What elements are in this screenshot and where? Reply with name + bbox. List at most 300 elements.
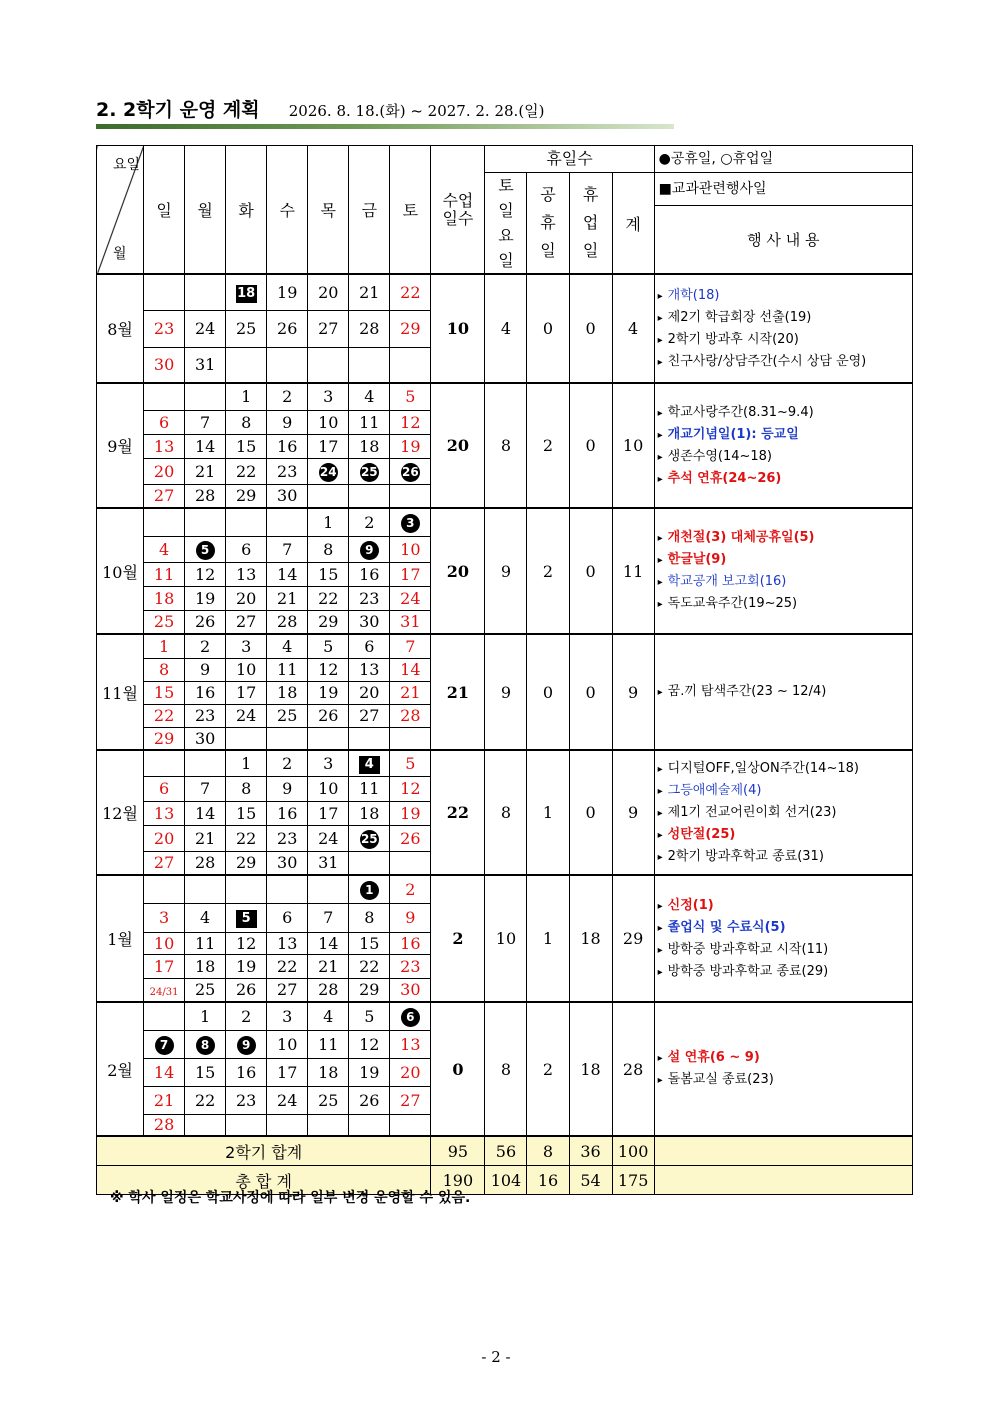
day-number: 11 [194, 933, 216, 953]
day-cell-mon [185, 658, 226, 681]
day-number: 30 [194, 728, 216, 748]
public-holiday-header: 공 휴 일 [527, 173, 569, 275]
day-cell-sat [390, 347, 431, 383]
event-item: ▸ 독도교육주간(19~25) [658, 593, 912, 615]
day-cell-fri [349, 536, 390, 562]
day-number: 25 [194, 980, 216, 1000]
day-cell-tue [226, 1086, 267, 1114]
day-cell-mon [185, 536, 226, 562]
day-number: 11 [277, 660, 298, 679]
public-holiday-mark: 24 [319, 463, 338, 482]
day-number: 18 [277, 683, 298, 702]
day-number: 13 [277, 933, 298, 953]
day-cell-sun [144, 825, 185, 851]
day-cell-wed [267, 801, 308, 825]
day-cell-sun [144, 851, 185, 875]
weekend-count: 8 [485, 383, 527, 508]
day-cell-wed [267, 1002, 308, 1030]
event-item: ▸ 학교공개 보고회(16) [658, 571, 912, 593]
day-cell-thu [308, 274, 349, 310]
day-cell-wed [267, 851, 308, 875]
day-cell-fri [349, 851, 390, 875]
day-number: 19 [277, 282, 298, 302]
day-cell-fri [349, 1114, 390, 1136]
day-cell-sun [144, 634, 185, 658]
public-holiday-mark: 3 [401, 514, 420, 533]
day-cell-mon [185, 1058, 226, 1086]
day-number: 4 [323, 1006, 334, 1026]
week-row [97, 634, 913, 658]
day-cell-wed [267, 562, 308, 586]
day-cell-sat [390, 1030, 431, 1058]
month-label: 11월 [97, 634, 144, 750]
day-cell-thu [308, 610, 349, 634]
day-cell-mon [185, 274, 226, 310]
day-cell-tue [226, 310, 267, 347]
day-cell-tue [226, 851, 267, 875]
day-number: 14 [400, 660, 421, 679]
day-number: 22 [194, 1090, 216, 1110]
day-cell-mon [185, 310, 226, 347]
day-cell-sat [390, 727, 431, 750]
day-number: 12 [400, 779, 421, 798]
day-number: 27 [359, 706, 380, 725]
day-cell-fri [349, 434, 390, 458]
day-cell-tue [226, 658, 267, 681]
day-cell-tue [226, 727, 267, 750]
day-number: 16 [194, 683, 216, 702]
closed-day-count: 0 [569, 383, 612, 508]
day-number: 28 [194, 853, 216, 873]
day-cell-fri [349, 825, 390, 851]
day-cell-sun [144, 310, 185, 347]
day-header-tue: 화 [226, 146, 267, 275]
title-rule [96, 124, 674, 129]
public-holiday-count: 0 [527, 274, 569, 383]
day-cell-sat [390, 658, 431, 681]
day-number: 6 [364, 636, 375, 656]
day-cell-sun [144, 458, 185, 484]
day-number: 3 [158, 908, 170, 927]
public-holiday-mark: 25 [360, 830, 379, 849]
event-item: ▸ 신정(1) [658, 895, 912, 917]
closed-day-count: 18 [569, 1002, 612, 1136]
day-cell-sat [390, 274, 431, 310]
day-cell-wed [267, 274, 308, 310]
day-cell-tue [226, 274, 267, 310]
day-cell-sat [390, 1114, 431, 1136]
day-number: 28 [318, 980, 339, 1000]
day-number: 22 [359, 956, 380, 976]
day-cell-fri [349, 1002, 390, 1030]
day-cell-tue [226, 903, 267, 932]
day-cell-sun [144, 274, 185, 310]
day-cell-sun [144, 727, 185, 750]
event-list [654, 508, 912, 634]
holiday-total-count: 4 [612, 274, 654, 383]
closed-day-count: 0 [569, 634, 612, 750]
day-number: 27 [318, 319, 339, 338]
day-cell-wed [267, 1086, 308, 1114]
day-number: 16 [400, 933, 421, 953]
day-number: 18 [153, 588, 175, 608]
week-row [97, 274, 913, 310]
subject-event-mark: 4 [359, 756, 380, 774]
day-cell-mon [185, 704, 226, 727]
day-cell-fri [349, 903, 390, 932]
day-number: 11 [359, 779, 380, 798]
month-label: 9월 [97, 383, 144, 508]
diag-label-day: 요일 [112, 157, 141, 173]
day-number: 1 [241, 387, 252, 407]
event-item: ▸ 개천절(3) 대체공휴일(5) [658, 527, 912, 549]
day-cell-tue [226, 932, 267, 954]
day-cell-mon [185, 903, 226, 932]
day-number: 12 [400, 412, 421, 432]
day-number: 23 [194, 706, 216, 725]
day-number: 16 [235, 1062, 257, 1082]
day-cell-sun [144, 1002, 185, 1030]
day-number: 21 [318, 956, 339, 976]
weekend-count: 10 [485, 875, 527, 1002]
day-cell-fri [349, 750, 390, 776]
public-holiday-mark: 5 [196, 541, 215, 560]
day-number: 20 [153, 828, 175, 848]
day-cell-tue [226, 458, 267, 484]
day-number: 19 [318, 683, 339, 702]
day-number: 12 [235, 933, 257, 953]
weekend-count: 9 [485, 634, 527, 750]
day-number: 4 [158, 539, 170, 559]
day-cell-sun [144, 1114, 185, 1136]
day-number: 25 [153, 612, 175, 632]
day-number: 5 [405, 753, 416, 773]
day-number: 13 [359, 660, 380, 679]
day-number: 22 [235, 461, 257, 481]
day-cell-wed [267, 610, 308, 634]
day-number: 10 [277, 1034, 298, 1054]
event-item: ▸ 그등애예술제(4) [658, 780, 912, 802]
day-cell-wed [267, 634, 308, 658]
closed-day-header: 휴 업 일 [569, 173, 612, 275]
total-events-blank [654, 1136, 912, 1166]
day-number: 24 [277, 1090, 298, 1110]
day-number: 4 [282, 636, 293, 656]
day-number: 24 [318, 828, 339, 848]
day-number: 17 [318, 436, 339, 456]
day-number: 7 [200, 412, 211, 432]
school-days-count: 21 [431, 634, 485, 750]
legend-holiday: ●공휴일, ○휴업일 [654, 146, 912, 173]
day-cell-fri [349, 347, 390, 383]
day-cell-thu [308, 978, 349, 1002]
day-cell-sat [390, 681, 431, 704]
event-item: ▸ 2학기 방과후 시작(20) [658, 329, 912, 351]
school-days-count: 20 [431, 383, 485, 508]
day-cell-sat [390, 750, 431, 776]
day-cell-wed [267, 434, 308, 458]
day-cell-tue [226, 825, 267, 851]
event-item: ▸ 친구사랑/상담주간(수시 상담 운영) [658, 351, 912, 373]
total-holidays: 175 [612, 1166, 654, 1195]
day-cell-tue [226, 750, 267, 776]
day-cell-mon [185, 610, 226, 634]
day-number: 24 [235, 706, 257, 725]
day-cell-sun [144, 776, 185, 801]
day-number: 19 [359, 1062, 380, 1082]
day-cell-sun [144, 1086, 185, 1114]
day-cell-thu [308, 310, 349, 347]
day-cell-wed [267, 310, 308, 347]
day-cell-sun [144, 801, 185, 825]
day-cell-sun [144, 875, 185, 903]
day-number: 29 [400, 319, 421, 338]
day-cell-sat [390, 801, 431, 825]
holiday-total-count: 9 [612, 750, 654, 875]
total-weekend: 104 [485, 1166, 527, 1195]
event-item: ▸ 방학중 방과후학교 종료(29) [658, 961, 912, 983]
semester-calendar-table [96, 145, 913, 1195]
day-cell-sun [144, 508, 185, 536]
public-holiday-mark: 8 [196, 1036, 215, 1055]
day-cell-sun [144, 954, 185, 978]
day-number: 3 [323, 387, 334, 407]
day-cell-mon [185, 1002, 226, 1030]
day-number: 20 [235, 588, 257, 608]
day-cell-mon [185, 410, 226, 434]
day-number: 23 [277, 828, 298, 848]
day-number: 2 [282, 753, 293, 773]
day-number: 15 [235, 436, 257, 456]
day-cell-fri [349, 932, 390, 954]
day-number: 18 [318, 1062, 339, 1082]
event-list [654, 274, 912, 383]
day-number: 7 [323, 908, 334, 927]
day-number: 1 [323, 512, 334, 532]
day-cell-mon [185, 801, 226, 825]
day-cell-sat [390, 1058, 431, 1086]
day-number: 31 [400, 612, 421, 632]
day-number: 19 [400, 803, 421, 823]
day-cell-sat [390, 383, 431, 410]
day-number: 22 [235, 828, 257, 848]
day-cell-tue [226, 586, 267, 610]
day-number: 21 [359, 282, 380, 302]
day-number: 19 [400, 436, 421, 456]
day-header-wed: 수 [267, 146, 308, 275]
day-cell-sun [144, 750, 185, 776]
day-cell-mon [185, 508, 226, 536]
day-cell-mon [185, 458, 226, 484]
day-cell-thu [308, 1030, 349, 1058]
day-number: 13 [153, 803, 175, 823]
day-cell-thu [308, 658, 349, 681]
day-number: 6 [241, 539, 252, 559]
event-item: ▸ 꿈.끼 탐색주간(23 ~ 12/4) [658, 681, 912, 703]
day-number: 11 [153, 564, 175, 584]
day-cell-tue [226, 508, 267, 536]
total-holidays: 100 [612, 1136, 654, 1166]
public-holiday-mark: 1 [360, 881, 379, 900]
day-cell-thu [308, 750, 349, 776]
day-number: 26 [235, 980, 257, 1000]
day-cell-thu [308, 1002, 349, 1030]
page-heading [96, 95, 676, 122]
total-public-holiday: 16 [527, 1166, 569, 1195]
subject-event-mark: 5 [236, 910, 257, 928]
day-number: 30 [359, 612, 380, 632]
day-cell-sat [390, 434, 431, 458]
event-list [654, 1002, 912, 1136]
day-cell-mon [185, 825, 226, 851]
day-cell-sun [144, 978, 185, 1002]
month-label: 1월 [97, 875, 144, 1002]
closed-day-count: 0 [569, 750, 612, 875]
day-cell-sat [390, 704, 431, 727]
day-cell-fri [349, 704, 390, 727]
event-list [654, 875, 912, 1002]
day-cell-thu [308, 434, 349, 458]
day-cell-tue [226, 1002, 267, 1030]
day-number: 12 [359, 1034, 380, 1054]
school-days-count: 22 [431, 750, 485, 875]
day-cell-sat [390, 458, 431, 484]
day-cell-mon [185, 681, 226, 704]
total-school-days: 190 [431, 1166, 485, 1195]
day-number: 21 [194, 461, 216, 481]
day-number: 23 [400, 956, 421, 976]
month-label: 10월 [97, 508, 144, 634]
public-holiday-mark: 25 [360, 463, 379, 482]
day-number: 14 [194, 803, 216, 823]
public-holiday-count: 1 [527, 875, 569, 1002]
day-cell-tue [226, 801, 267, 825]
day-cell-sat [390, 508, 431, 536]
day-cell-mon [185, 383, 226, 410]
day-number: 5 [405, 387, 416, 407]
public-holiday-mark: 26 [401, 463, 420, 482]
day-cell-sun [144, 434, 185, 458]
day-number: 4 [364, 387, 375, 407]
day-cell-sat [390, 310, 431, 347]
day-cell-sat [390, 903, 431, 932]
day-number: 7 [282, 539, 293, 559]
day-cell-wed [267, 508, 308, 536]
day-number: 26 [359, 1090, 380, 1110]
day-number: 26 [318, 706, 339, 725]
day-number: 8 [364, 908, 375, 927]
day-cell-fri [349, 801, 390, 825]
day-cell-thu [308, 851, 349, 875]
day-number: 15 [359, 933, 380, 953]
section-title: 2. 2학기 운영 계획 [96, 99, 260, 121]
public-holiday-mark: 6 [401, 1008, 420, 1027]
day-cell-sat [390, 484, 431, 508]
day-number: 15 [318, 564, 339, 584]
day-cell-fri [349, 954, 390, 978]
day-number: 20 [359, 683, 380, 702]
day-number: 13 [153, 436, 175, 456]
day-cell-sun [144, 681, 185, 704]
public-holiday-count: 1 [527, 750, 569, 875]
day-cell-mon [185, 434, 226, 458]
day-cell-sun [144, 536, 185, 562]
day-cell-thu [308, 586, 349, 610]
day-number: 13 [235, 564, 257, 584]
public-holiday-mark: 9 [360, 541, 379, 560]
holiday-group-header: 휴일수 [485, 146, 654, 173]
day-cell-wed [267, 410, 308, 434]
event-item: ▸ 생존수영(14~18) [658, 446, 912, 468]
day-number: 7 [200, 779, 211, 798]
day-cell-thu [308, 484, 349, 508]
total-label: 총 합 계 [97, 1166, 431, 1195]
holiday-total-count: 29 [612, 875, 654, 1002]
day-cell-fri [349, 681, 390, 704]
event-item: ▸ 설 연휴(6 ~ 9) [658, 1047, 912, 1069]
event-item: ▸ 디지털OFF,일상ON주간(14~18) [658, 758, 912, 780]
public-holiday-mark: 7 [155, 1036, 174, 1055]
weekend-count: 8 [485, 750, 527, 875]
day-number: 26 [194, 612, 216, 632]
day-header-mon: 월 [185, 146, 226, 275]
day-cell-sun [144, 586, 185, 610]
day-cell-thu [308, 410, 349, 434]
day-number: 4 [200, 908, 211, 927]
day-cell-thu [308, 562, 349, 586]
day-number: 16 [359, 564, 380, 584]
day-number: 18 [359, 803, 380, 823]
day-cell-sun [144, 484, 185, 508]
day-number: 21 [400, 683, 421, 702]
day-number: 6 [158, 412, 170, 432]
day-cell-fri [349, 310, 390, 347]
day-cell-mon [185, 1086, 226, 1114]
day-cell-thu [308, 1114, 349, 1136]
weekend-header: 토 일 요 일 [485, 173, 527, 275]
day-number: 19 [194, 588, 216, 608]
event-item: ▸ 추석 연휴(24~26) [658, 468, 912, 490]
day-number: 10 [318, 779, 339, 798]
semester-period: 2026. 8. 18.(화) ~ 2027. 2. 28.(일) [288, 102, 545, 120]
day-cell-mon [185, 978, 226, 1002]
day-number: 21 [277, 588, 298, 608]
week-row [97, 508, 913, 536]
day-cell-thu [308, 508, 349, 536]
day-cell-sun [144, 410, 185, 434]
day-number: 1 [241, 753, 252, 773]
day-cell-thu [308, 347, 349, 383]
day-number: 2 [200, 636, 211, 656]
day-cell-sat [390, 825, 431, 851]
day-cell-tue [226, 1030, 267, 1058]
day-cell-fri [349, 383, 390, 410]
holiday-total-header: 계 [612, 173, 654, 275]
day-number: 29 [359, 980, 380, 1000]
day-cell-wed [267, 586, 308, 610]
week-row [97, 383, 913, 410]
day-header-fri: 금 [349, 146, 390, 275]
day-cell-sat [390, 932, 431, 954]
day-cell-wed [267, 484, 308, 508]
day-cell-thu [308, 776, 349, 801]
day-cell-wed [267, 347, 308, 383]
diag-label-month: 월 [113, 246, 127, 262]
day-number: 31 [194, 355, 216, 375]
day-cell-fri [349, 484, 390, 508]
day-number: 12 [318, 660, 339, 679]
day-cell-mon [185, 1114, 226, 1136]
